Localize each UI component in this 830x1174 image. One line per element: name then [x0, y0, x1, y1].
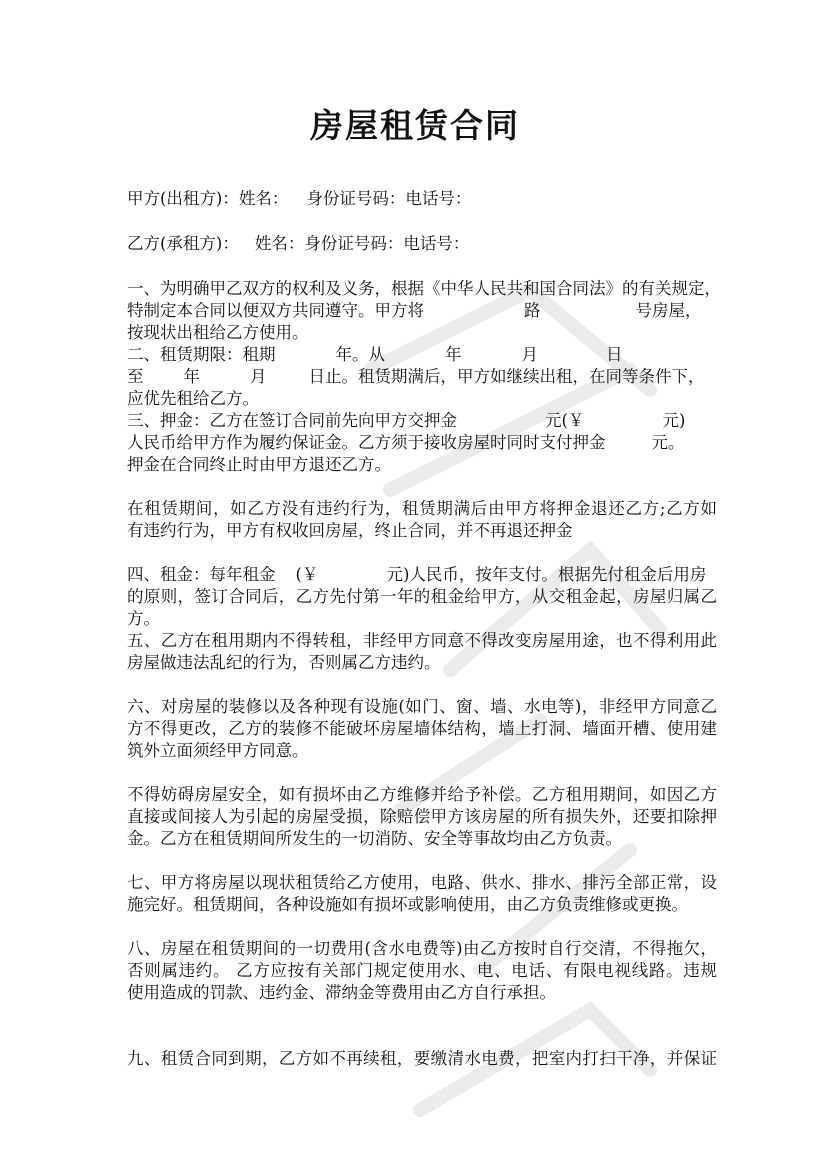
clause3-yuan: 元。 [651, 433, 685, 452]
clause7-line1: 七、甲方将房屋以现状租赁给乙方使用，电路、供水、排水、排污全部正常，设 [127, 873, 717, 892]
clause2-month: 月 [521, 345, 538, 364]
clause2-to: 至 [127, 367, 144, 386]
clause5-line1: 五、乙方在租用期内不得转租，非经甲方同意不得改变房屋用途，也不得利用此 [127, 631, 717, 650]
clause1-line3: 按现状出租给乙方使用。 [127, 323, 309, 342]
clause4-yuan-open: (￥ [295, 565, 319, 584]
clause7-line2: 施完好。租赁期间，各种设施如有损坏或影响使用，由乙方负责维修或更换。 [127, 895, 688, 914]
clause1-road: 路 [524, 301, 541, 320]
clause2-line3: 应优先租给乙方。 [127, 389, 259, 408]
party-a-name-label: 姓名： [238, 189, 289, 208]
clause1-line1: 一、为明确甲乙双方的权利及义务，根据《中华人民共和国合同法》的有关规定， [127, 279, 721, 298]
deposit-note-line1: 在租赁期间，如乙方没有违约行为，租赁期满后由甲方将押金退还乙方;乙方如 [127, 499, 717, 518]
clause2-term-label: 二、租赁期限：租期 [127, 345, 276, 364]
clause3-yuan-close: 元) [662, 411, 686, 430]
party-b-line [127, 233, 717, 255]
clause2-from: 年。从 [335, 345, 385, 364]
party-a-phone-label: 电话号： [405, 189, 472, 208]
deposit-note-line2: 有违约行为，甲方有权收回房屋，终止合同，并不再退还押金 [127, 521, 573, 540]
clause4-line2: 的原则，签订合同后，乙方先付第一年的租金给甲方，从交租金起，房屋归属乙 [127, 587, 717, 606]
clause6-line3: 筑外立面须经甲方同意。 [127, 741, 309, 760]
party-a-line [127, 188, 717, 210]
clause1-text: 特制定本合同以便双方共同遵守。甲方将 [127, 301, 424, 320]
clause3-yuan-open: 元(￥ [545, 411, 585, 430]
clause3-line2 [127, 432, 717, 454]
clause6-line2: 方不得更改，乙方的装修不能破坏房屋墙体结构，墙上打洞、墙面开槽、使用建 [127, 719, 717, 738]
clause4-line1 [127, 564, 717, 586]
damage-note-line2: 直接或间接人为引起的房屋受损，除赔偿甲方该房屋的所有损失外，还要扣除押 [127, 807, 717, 826]
party-b-name-label: 姓名： [254, 234, 305, 253]
clause2-line1 [127, 344, 717, 366]
clause3-line1 [127, 410, 717, 432]
clause4-rent-text: 元)人民币，按年支付。根据先付租金后用房 [386, 565, 707, 584]
clause2-year: 年 [445, 345, 462, 364]
clause3-line3: 押金在合同终止时由甲方退还乙方。 [127, 455, 391, 474]
clause3-deposit-text: 三、押金：乙方在签订合同前先向甲方交押金 [127, 411, 457, 430]
clause9-line1: 九、租赁合同到期，乙方如不再续租，要缴清水电费，把室内打扫干净，并保证 [127, 1049, 717, 1068]
party-b-id-label: 身份证号码： [304, 234, 404, 253]
clause2-day: 日 [606, 345, 623, 364]
clause8-line2: 否则属违约。 乙方应按有关部门规定使用水、电、电话、有限电视线路。违规 [127, 961, 717, 980]
damage-note-line1: 不得妨碍房屋安全，如有损坏由乙方维修并给予补偿。乙方租用期间，如因乙方 [127, 785, 717, 804]
clause1-house-no: 号房屋， [635, 301, 702, 320]
party-b-role: 乙方(承租方)： [127, 234, 239, 253]
clause8-line1: 八、房屋在租赁期间的一切费用(含水电费等)由乙方按时自行交清，不得拖欠， [127, 939, 717, 958]
clause2-end-month: 月 [250, 367, 267, 386]
clause2-line2 [127, 366, 717, 388]
party-a-id-label: 身份证号码： [306, 189, 406, 208]
clause6-line1: 六、对房屋的装修以及各种现有设施(如门、窗、墙、水电等)，非经甲方同意乙 [127, 697, 717, 716]
clause4-rent-label: 四、租金：每年租金 [127, 565, 276, 584]
damage-note-line3: 金。乙方在租赁期间所发生的一切消防、安全等事故均由乙方负责。 [127, 829, 622, 848]
clause2-end-year: 年 [183, 367, 200, 386]
party-a-role: 甲方(出租方)： [127, 189, 239, 208]
clause2-renewal-text: 日止。租赁期满后，甲方如继续出租，在同等条件下， [308, 367, 705, 386]
clause4-line3: 方。 [127, 609, 160, 628]
clause3-guarantee-text: 人民币给甲方作为履约保证金。乙方须于接收房屋时同时支付押金 [127, 433, 606, 452]
clause1-line2 [127, 300, 717, 322]
clause8-line3: 使用造成的罚款、违约金、滞纳金等费用由乙方自行承担。 [127, 983, 556, 1002]
party-b-phone-label: 电话号： [403, 234, 470, 253]
document-title: 房屋租赁合同 [310, 106, 520, 145]
clause5-line2: 房屋做违法乱纪的行为，否则属乙方违约。 [127, 653, 441, 672]
